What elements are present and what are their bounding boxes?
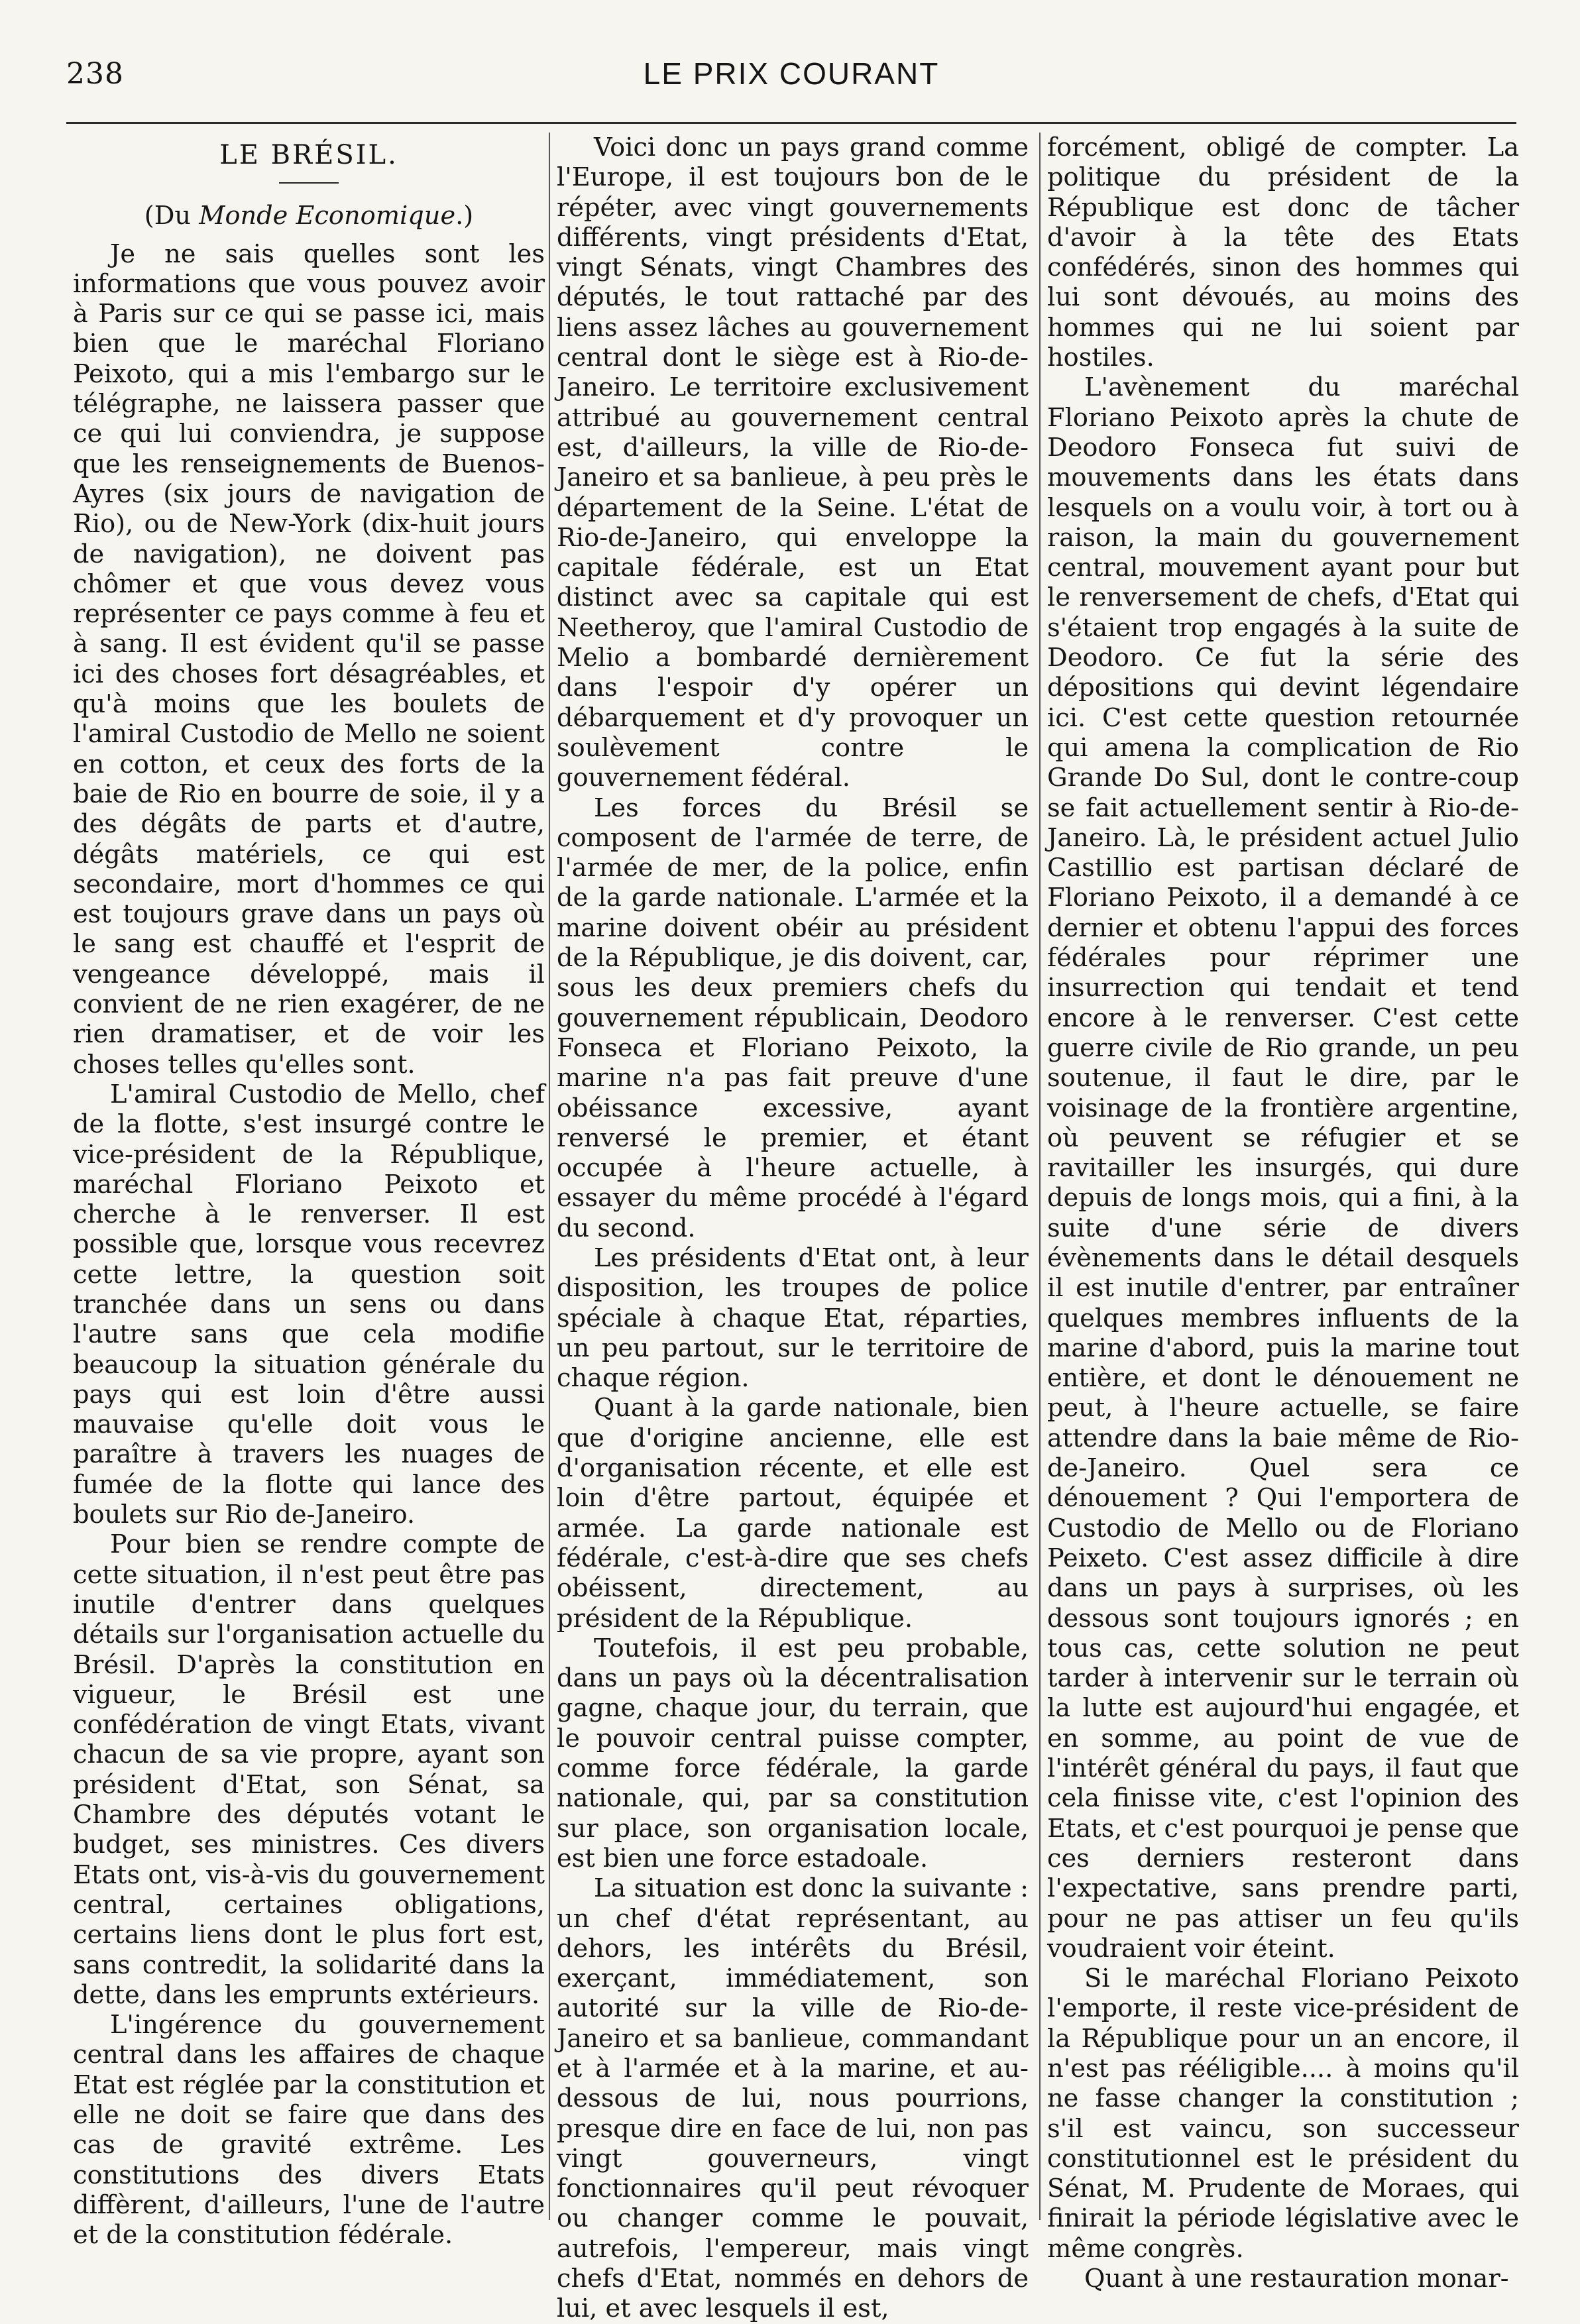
paragraph: Quant à une restauration monar- [1084,2264,1509,2294]
paragraph: L'amiral Custodio de Mello, chef de la flotte, s'est insurgé contre le vice-président de la République, maréchal Floriano Peixoto et cherche à le renverser. Il est possible que, lorsque vous recevrez cette lettre, la question soit tranchée dans un sens ou dans l'autre sans que cela modifie beaucoup la situation générale du pays qui est loin d'être aussi mauvaise qu'elle doit vous le paraître à travers les nuages de fumée de la flotte qui lance des boulets sur Rio de-Janeiro. [73,1079,545,1530]
column-1 [73,133,545,2250]
paragraph: Quant à la garde nationale, bien que d'origine ancienne, elle est d'organisation récente, et elle est loin d'être partout, équipée et armée. La garde nationale est fédérale, c'est-à-dire que ses chefs obéissent, directement, au président de la République. [557,1393,1029,1633]
column-2 [557,133,1029,2324]
paragraph: forcément, obligé de compter. La politique du président de la République est donc de tâcher d'avoir à la tête des Etats confédérés, sinon des hommes qui lui sont dévoués, au moins des hommes qui ne lui soient par hostiles. [1047,133,1519,373]
source-prefix: (Du [144,201,199,231]
page-header [66,46,1516,99]
paragraph: Les présidents d'Etat ont, à leur disposition, les troupes de police spéciale à chaque Etat, réparties, un peu partout, sur le territoire de chaque région. [557,1243,1029,1394]
paragraph: L'avènement du maréchal Floriano Peixoto après la chute de Deodoro Fonseca fut suivi de mouvements dans les états dans lesquels on a voulu voir, à tort ou à raison, la main du gouvernement central, mouvement ayant pour but le renversement de chefs, d'Etat qui s'étaient trop engagés à la suite de Deodoro. Ce fut la série des dépositions qui devint légendaire ici. C'est cette question retournée qui amena la complication de Rio Grande Do Sul, dont le contre-coup se fait actuellement sentir à Rio-de-Janeiro. Là, le président actuel Julio Castillio est partisan déclaré de Floriano Peixoto, il a demandé à ce dernier et obtenu l'appui des forces fédérales pour réprimer une insurrection qui tendait et tend encore à le renverser. C'est cette guerre civile de Rio grande, un peu soutenue, il faut le dire, par le voisinage de la frontière argentine, où peuvent se réfugier et se ravitailler les insurgés, qui dure depuis de longs mois, qui a fini, à la suite d'une série de divers évènements dans le détail desquels il est inutile d'entrer, par entraîner quelques membres influents de la marine d'abord, puis la marine tout entière, et dont le dénouement ne peut, à l'heure actuelle, se faire attendre dans la baie même de Rio-de-Janeiro. Quel sera ce dénouement ? Qui l'emportera de Custodio de Mello ou de Floriano Peixeto. C'est assez difficile à dire dans un pays à surprises, où les dessous sont toujours ignorés ; en tous cas, cette solution ne peut tarder à intervenir sur le terrain où la lutte est aujourd'hui engagée, et en somme, au point de vue de l'intérêt général du pays, il faut que cela finisse vite, c'est l'opinion des Etats, et c'est pourquoi je pense que ces derniers resteront dans l'expectative, sans prendre parti, pour ne pas attiser un feu qu'ils voudraient voir éteint. [1047,372,1519,1964]
header-rule [66,122,1516,124]
paragraph: Toutefois, il est peu probable, dans un pays où la décentralisation gagne, chaque jour, du terrain, que le pouvoir central puisse compter, comme force fédérale, la garde nationale, qui, par sa constitution sur place, son organisation locale, est bien une force estadoale. [557,1633,1029,1873]
paragraph: La situation est donc la suivante : un chef d'état représentant, au dehors, les intérêts du Brésil, exerçant, immédiatement, son autorité sur la ville de Rio-de-Janeiro et sa banlieue, commandant et à l'armée et à la marine, et au-dessous de lui, nous pourrions, presque dire en face de lui, non pas vingt gouverneurs, vingt fonctionnaires qu'il peut révoquer ou changer comme le pouvait, autrefois, l'empereur, mais vingt chefs d'Etat, nommés en dehors de lui, et avec lesquels il est, [557,1873,1029,2324]
column-divider [1039,133,1041,2220]
article-source [73,201,545,231]
source-name: Monde Economique [199,201,456,231]
source-suffix: .) [455,201,474,231]
paragraph: Si le maréchal Floriano Peixoto l'emporte, il reste vice-président de la République pour un an encore, il n'est pas rééligible.... à moins qu'il ne fasse changer la constitution ; s'il est vaincu, son successeur constitutionnel est le président du Sénat, M. Prudente de Moraes, qui finirait la période législative avec le même congrès. [1047,1964,1519,2264]
title-rule [279,182,339,184]
paragraph: Je ne sais quelles sont les informations que vous pouvez avoir à Paris sur ce qui se passe ici, mais bien que le maréchal Floriano Peixoto, qui a mis l'embargo sur le télégraphe, ne laissera passer que ce qui lui conviendra, je suppose que les renseignements de Buenos-Ayres (six jours de navigation de Rio), ou de New-York (dix-huit jours de navigation), ne doivent pas chômer et que vous devez vous représenter ce pays comme à feu et à sang. Il est évident qu'il se passe ici des choses fort désagréables, et qu'à moins que les boulets de l'amiral Custodio de Mello ne soient en cotton, et ceux des forts de la baie de Rio en bourre de soie, il y a des dégâts de parts et d'autre, dégâts matériels, ce qui est secondaire, mort d'hommes ce qui est toujours grave dans un pays où le sang est chauffé et l'esprit de vengeance développé, mais il convient de ne rien exagérer, de ne rien dramatiser, et de voir les choses telles qu'elles sont. [73,239,545,1079]
paragraph: Voici donc un pays grand comme l'Europe, il est toujours bon de le répéter, avec vingt gouvernements différents, vingt présidents d'Etat, vingt Sénats, vingt Chambres des députés, le tout rattaché par des liens assez lâches au gouvernement central dont le siège est à Rio-de-Janeiro. Le territoire exclusivement attribué au gouvernement central est, d'ailleurs, la ville de Rio-de-Janeiro et sa banlieue, à peu près le département de la Seine. L'état de Rio-de-Janeiro, qui enveloppe la capitale fédérale, est un Etat distinct avec sa capitale qui est Neetheroy, que l'amiral Custodio de Melio a bombardé dernièrement dans l'espoir d'y opérer un débarquement et d'y provoquer un soulèvement contre le gouvernement fédéral. [557,133,1029,793]
page-number: 238 [66,57,124,91]
paragraph: L'ingérence du gouvernement central dans les affaires de chaque Etat est réglée par la constitution et elle ne doit se faire que dans des cas de gravité extrême. Les constitutions des divers Etats diffèrent, d'ailleurs, l'une de l'autre et de la constitution fédérale. [73,2010,545,2250]
column-divider [549,133,550,2220]
article-title: LE BRÉSIL. [219,140,398,170]
journal-title: LE PRIX COURANT [643,56,940,91]
paragraph: Les forces du Brésil se composent de l'armée de terre, de l'armée de mer, de la police, enfin de la garde nationale. L'armée et la marine doivent obéir au président de la République, je dis doivent, car, sous les deux premiers chefs du gouvernement républicain, Deodoro Fonseca et Floriano Peixoto, la marine n'a pas fait preuve d'une obéissance excessive, ayant renversé le premier, et étant occupée à l'heure actuelle, à essayer du même procédé à l'égard du second. [557,793,1029,1243]
column-3 [1047,133,1519,2294]
paragraph: Pour bien se rendre compte de cette situation, il n'est peut être pas inutile d'entrer dans quelques détails sur l'organisation actuelle du Brésil. D'après la constitution en vigueur, le Brésil est une confédération de vingt Etats, vivant chacun de sa vie propre, ayant son président d'Etat, son Sénat, sa Chambre des députés votant le budget, ses ministres. Ces divers Etats ont, vis-à-vis du gouvernement central, certaines obligations, certains liens dont le plus fort est, sans contredit, la solidarité dans la dette, dans les emprunts extérieurs. [73,1529,545,2010]
